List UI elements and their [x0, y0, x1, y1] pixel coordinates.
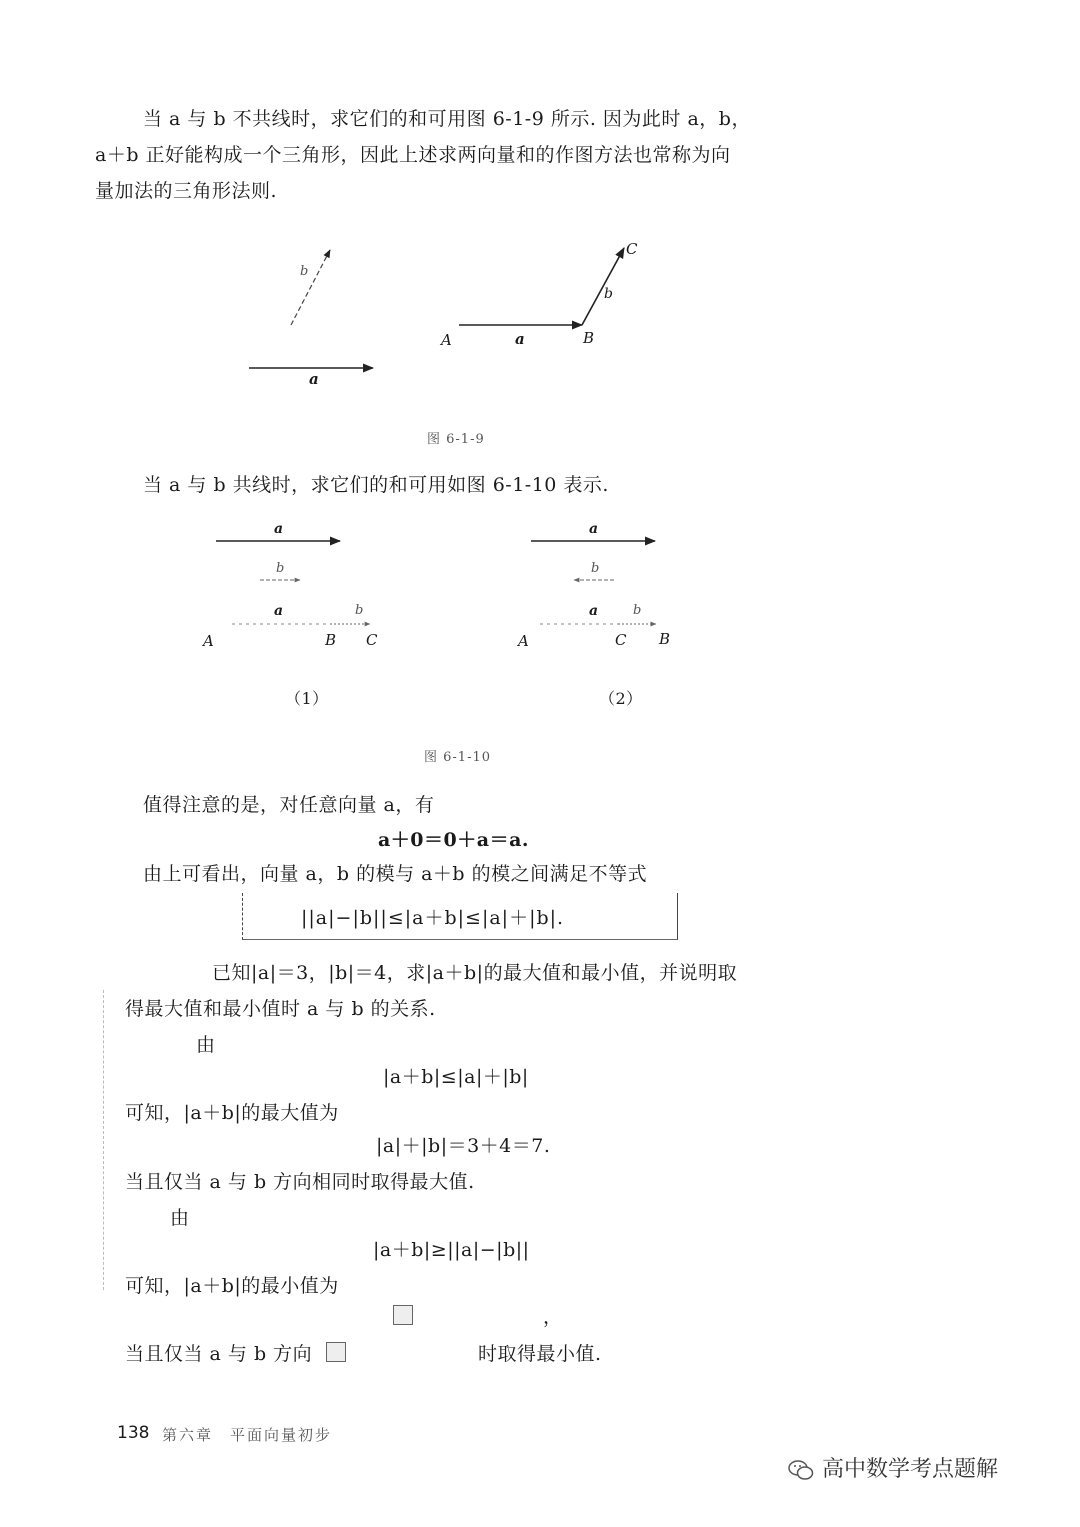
chapter-title: 第六章 平面向量初步 [162, 1426, 333, 1444]
solution-you-2: 由 [170, 1207, 190, 1229]
solution-kz2: 可知，|a＋b|的最小值为 [125, 1275, 339, 1297]
solution-eq1: |a＋b|≤|a|＋|b| [383, 1066, 529, 1088]
note-line2: 由上可看出，向量 a，b 的模与 a＋b 的模之间满足不等式 [143, 863, 648, 885]
note-line1: 值得注意的是，对任意向量 a，有 [143, 794, 435, 816]
inequality-box [242, 893, 678, 940]
fig10-p1-label: （1） [285, 689, 329, 708]
fig9-left-b-label: b [300, 264, 309, 279]
fig10-p2-point-A: A [518, 632, 530, 650]
inequality-formula: ||a|−|b||≤|a＋b|≤|a|＋|b|. [301, 907, 565, 929]
wechat-icon [788, 1459, 814, 1481]
solution-you-1: 由 [196, 1034, 216, 1056]
fig9-point-B: B [583, 329, 595, 347]
page-number: 138 [117, 1423, 150, 1443]
para1-line3: 量加法的三角形法则. [95, 180, 278, 202]
fig10-p2-b-mid-label: b [591, 561, 600, 576]
example-line2: 得最大值和最小值时 a 与 b 的关系. [125, 998, 436, 1020]
para1-line2: a＋b 正好能构成一个三角形，因此上述求两向量和的作图方法也常称为向 [95, 144, 731, 166]
fig10-p1-b-bot-label: b [355, 603, 364, 618]
fig10-p2-label: （2） [599, 689, 643, 708]
fig10-caption: 图 6-1-10 [424, 750, 492, 765]
solution-eq2: |a|＋|b|＝3＋4＝7. [376, 1135, 551, 1157]
solution-max: 当且仅当 a 与 b 方向相同时取得最大值. [125, 1171, 475, 1193]
fig10-p1-point-C: C [366, 631, 378, 649]
fig9-left-a-label: a [309, 370, 320, 388]
fig10-p2-a-top-label: a [589, 521, 599, 537]
solution-min-a: 当且仅当 a 与 b 方向 [125, 1343, 313, 1365]
example-line1: 已知|a|＝3，|b|＝4，求|a＋b|的最大值和最小值，并说明取 [212, 962, 738, 984]
para1-line1: 当 a 与 b 不共线时，求它们的和可用图 6-1-9 所示. 因为此时 a，b， [143, 108, 751, 130]
fig10-p1-point-A: A [203, 632, 215, 650]
fig10-p2-a-bot-label: a [589, 603, 599, 619]
blank-placeholder-icon [393, 1305, 413, 1325]
fig10-p2-point-C: C [615, 631, 627, 649]
fig9-point-A: A [441, 331, 453, 349]
fig10-p1-a-top-label: a [274, 521, 284, 537]
fig10-p1-b-mid-label: b [276, 561, 285, 576]
fig9-a-label: a [515, 330, 526, 348]
solution-min-b: 时取得最小值. [478, 1343, 602, 1365]
fig9-point-C: C [626, 240, 638, 258]
fig9-b-label: b [604, 286, 614, 302]
fig10-p1-point-B: B [325, 631, 337, 649]
fig10-p1-a-bot-label: a [274, 603, 284, 619]
solution-eq3: |a＋b|≥||a|−|b|| [373, 1239, 530, 1261]
para2: 当 a 与 b 共线时，求它们的和可用如图 6-1-10 表示. [143, 474, 609, 496]
solution-comma: ， [543, 1306, 563, 1328]
blank-placeholder-icon-2 [326, 1342, 346, 1362]
fig10-p2-b-bot-label: b [633, 603, 642, 618]
fig9-caption: 图 6-1-9 [427, 432, 485, 447]
watermark-text: 高中数学考点题解 [822, 1457, 999, 1482]
margin-rule [103, 990, 104, 1290]
note-equation: a＋0＝0＋a＝a. [378, 829, 529, 851]
solution-kz1: 可知，|a＋b|的最大值为 [125, 1102, 339, 1124]
watermark [788, 1452, 998, 1483]
fig10-p2-point-B: B [659, 630, 671, 648]
